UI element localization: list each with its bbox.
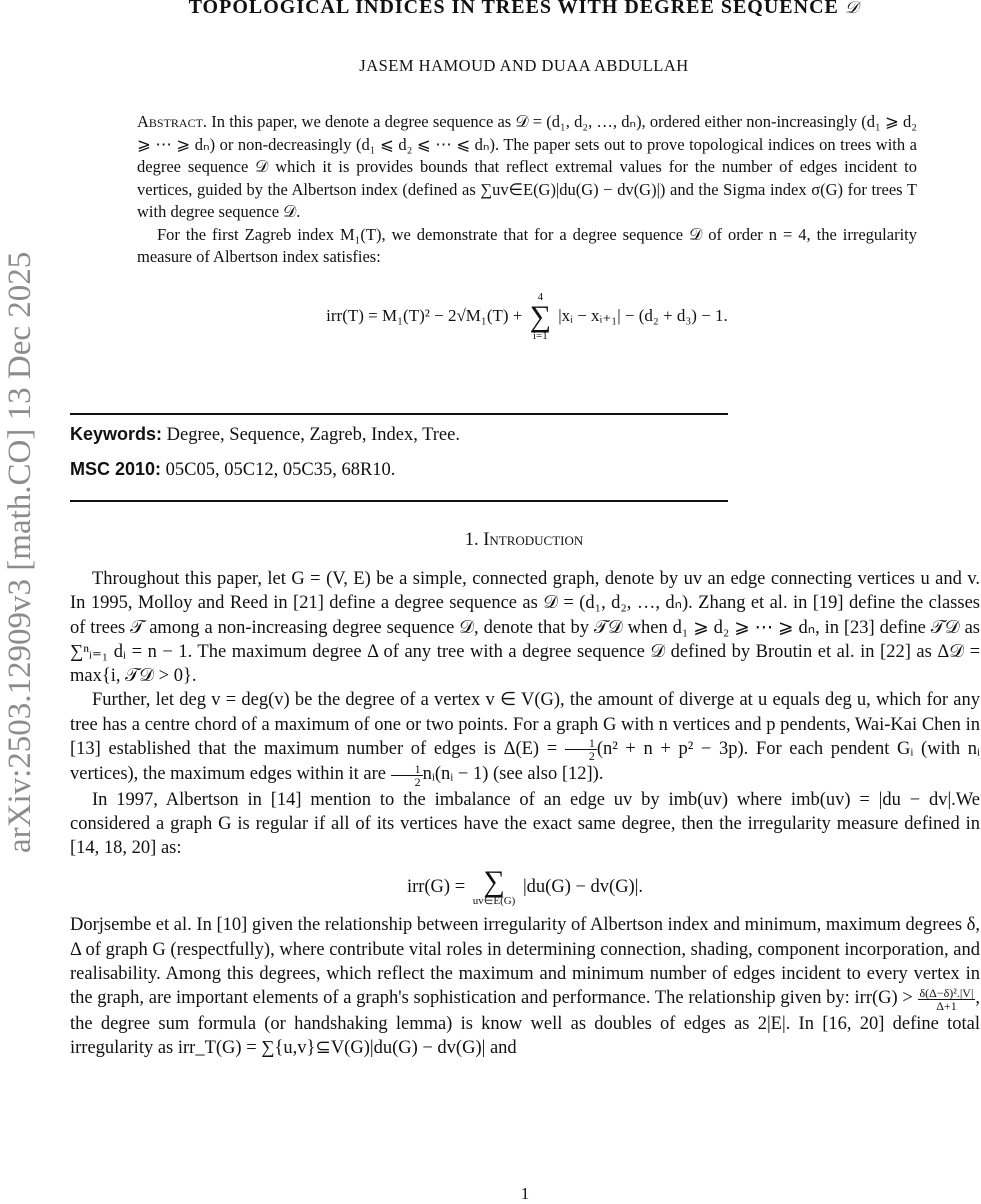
body-p2-part-b: (n² + n + p² − 3p). For each pendent Gᵢ (with nᵢ vertices), the maximum edges within it are xyxy=(70,739,981,785)
page-number: 1 xyxy=(520,1184,530,1203)
abstract-equation xyxy=(137,292,917,342)
eq2-sum xyxy=(472,865,516,908)
msc-text: 05C05, 05C12, 05C35, 68R10. xyxy=(165,460,396,480)
sum-upper-limit: 4 xyxy=(537,291,544,303)
half-fraction-2: $\frac{1}{2}$ xyxy=(391,763,423,788)
abstract-equation-sum xyxy=(530,292,551,342)
body-paragraph-1: Throughout this paper, let G = (V, E) be a simple, connected graph, denote by uv an edge connecting vertices u and v. In 1995, Molloy and Reed in [21] define a degree sequence as 𝒟 = (d₁, d₂, …, dₙ). Zhang et al. in [19] define the classes of trees 𝒯 among a non-increasing degree sequence 𝒟, denote that by 𝒯𝒟 when d₁ ⩾ d₂ ⩾ ⋯ ⩾ dₙ, in [23] define 𝒯𝒟 as ∑ⁿᵢ₌₁ dᵢ = n − 1. The maximum degree Δ of any tree with a degree sequence 𝒟 defined by Broutin et al. in [22] as Δ𝒟 = max{i, 𝒯𝒟 > 0}. xyxy=(70,569,980,687)
section-heading xyxy=(70,530,978,551)
body-p2-part-c: nᵢ(nᵢ − 1) (see also [12]). xyxy=(422,764,604,785)
bottom-divider xyxy=(70,500,728,502)
eq2-left: irr(G) = xyxy=(406,877,466,898)
body-p2-part-a: Further, let deg v = deg(v) be the degree of a vertex v ∈ V(G), the amount of diverge at u equals deg u, which for any tree has a centre chord of a maximum of one or two points. For a graph G with n vertices and p pendents, Wai-Kai Chen in [13] established that the maximum number of edges is Δ(E) = xyxy=(70,690,980,760)
section-title: Introduction xyxy=(483,530,584,550)
abstract-text-1: In this paper, we denote a degree sequence as 𝒟 = (d₁, d₂, …, dₙ), ordered either non-increasingly (d₁ ⩾ d₂ ⩾ ⋯ ⩾ dₙ) or non-decreasingly (d₁ ⩽ d₂ ⩽ ⋯ ⩽ dₙ). The paper sets out to prove topological indices on trees with a degree sequence 𝒟 which it is provides bounds that reflect extremal values for the number of edges incident to vertices, guided by the Albertson index (defined as ∑uv∈E(G)|du(G) − dv(G)|) and the Sigma index σ(G) for trees T with degree sequence 𝒟. xyxy=(137,112,918,221)
body-paragraph-4 xyxy=(70,913,980,1060)
keywords-label: Keywords: xyxy=(70,424,163,444)
arxiv-side-stamp: arXiv:2503.12909v3 [math.CO] 13 Dec 2025 xyxy=(2,251,38,853)
body-p4-part-b: , the degree sum formula (or handshaking lemma) is know well as doubles of edges as 2|E|. In [16, 20] define total irregularity as irr_T(G) = ∑{u,v}⊆V(G)|du(G) − dv(G)| and xyxy=(70,988,980,1058)
eq2-right: |du(G) − dv(G)|. xyxy=(522,877,644,898)
body-text xyxy=(70,567,980,1060)
top-divider xyxy=(70,413,728,415)
keywords-line xyxy=(70,424,930,446)
body-paragraph-3: In 1997, Albertson in [14] mention to the imbalance of an edge uv by imb(uv) where imb(uv) = |du − dv|.We considered a graph G is regular if all of its vertices have the exact same degree, then the irregularity measure defined in [14, 18, 20] as: xyxy=(70,789,980,859)
eq2-sum-lower: uv∈E(G) xyxy=(472,895,516,908)
title-symbol: 𝒟 xyxy=(844,0,860,18)
irregularity-equation xyxy=(70,865,980,908)
paper-title xyxy=(70,0,978,19)
abstract-block xyxy=(137,111,917,269)
abstract-paragraph-2: For the first Zagreb index M₁(T), we demonstrate that for a degree sequence 𝒟 of order n = 4, the irregularity measure of Albertson index satisfies: xyxy=(137,224,917,266)
abstract-heading: Abstract. xyxy=(137,112,208,131)
paper-title-text: TOPOLOGICAL INDICES IN TREES WITH DEGREE SEQUENCE xyxy=(188,0,839,18)
abstract-equation-left: irr(T) = M₁(T)² − 2√M₁(T) + xyxy=(326,305,523,325)
sum-lower-limit: i=1 xyxy=(532,330,548,342)
msc-label: MSC 2010: xyxy=(70,459,162,479)
paper-authors: JASEM HAMOUD AND DUAA ABDULLAH xyxy=(359,56,689,75)
section-number: 1. xyxy=(464,530,479,550)
body-p4-part-a: Dorjsembe et al. In [10] given the relationship between irregularity of Albertson index and minimum, maximum degrees δ, Δ of graph G (respectfully), where contribute vital roles in determining connection, shading, component incorporation, and realisability. Among this degrees, which reflect the maximum and minimum number of edges incident to every vertex in the graph, are important elements of a graph's sophistication and performance. The relationship given by: irr(G) > xyxy=(70,915,980,1009)
eq2-sum-symbol: ∑ xyxy=(483,865,505,899)
body-paragraph-2 xyxy=(70,688,980,787)
sum-symbol: ∑ xyxy=(529,300,552,333)
abstract-equation-right: |xᵢ − xᵢ₊₁| − (d₂ + d₃) − 1. xyxy=(558,305,728,325)
irr-bound-fraction: $\frac{\text{δ(Δ−δ)².|V|}}{\Delta+1}$ xyxy=(919,985,974,1013)
half-fraction-1: $\frac{1}{2}$ xyxy=(565,737,597,762)
msc-line xyxy=(70,459,930,481)
keywords-text: Degree, Sequence, Zagreb, Index, Tree. xyxy=(166,425,460,445)
abstract-paragraph-1 xyxy=(137,111,917,224)
